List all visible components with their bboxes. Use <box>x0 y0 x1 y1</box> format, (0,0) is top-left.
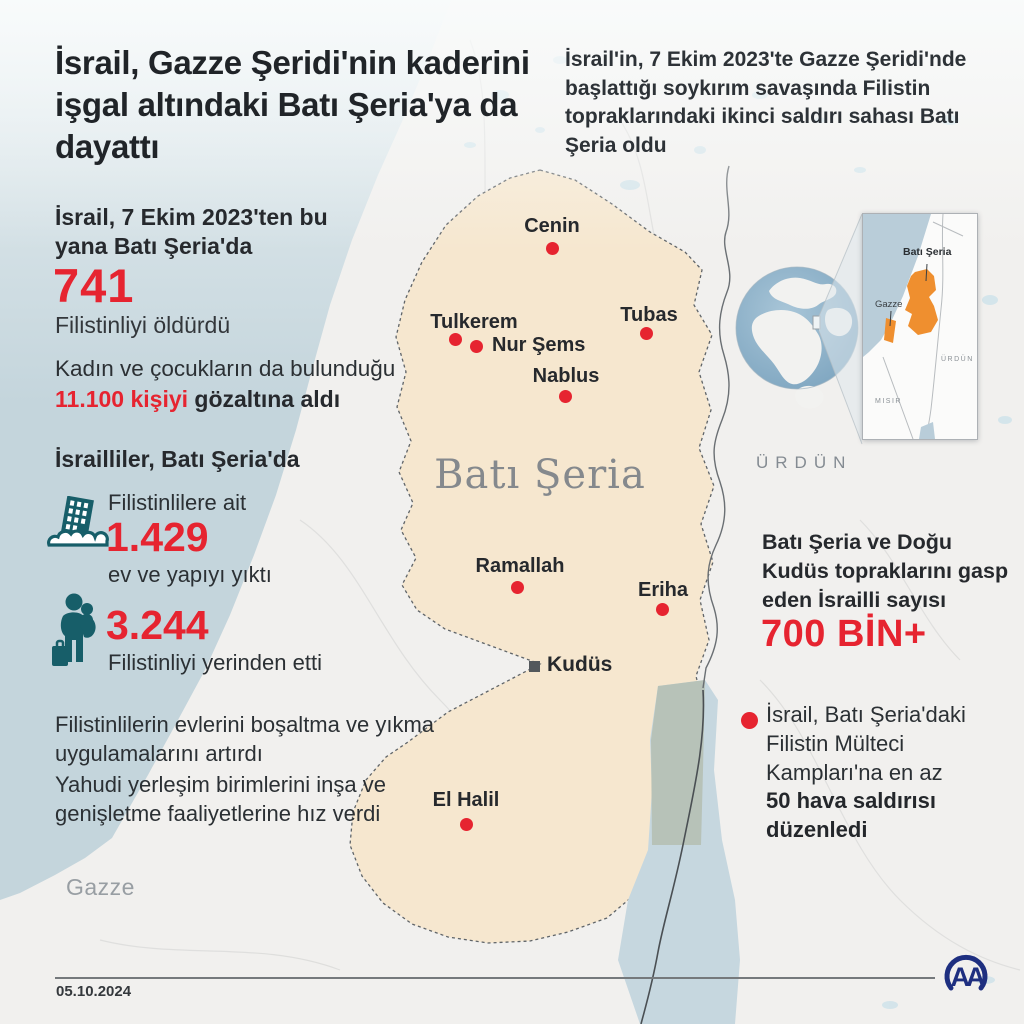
city-dot-nursems <box>470 340 483 353</box>
airstrikes-bold: 50 hava saldırısı düzenledi <box>766 788 936 843</box>
airstrikes-text <box>766 701 966 845</box>
city-label-tubas: Tubas <box>620 304 678 326</box>
city-label-tulkerem: Tulkerem <box>430 311 518 333</box>
inset-westbank-label: Batı Şeria <box>903 246 952 258</box>
stat-demolished-label: ev ve yapıyı yıktı <box>108 562 272 587</box>
displaced-person-icon <box>50 592 110 668</box>
city-square-kudus <box>529 661 540 672</box>
inset-gaza-label: Gazze <box>875 299 903 310</box>
city-label-kudus: Kudüs <box>547 653 613 676</box>
footer-rule <box>55 977 935 979</box>
demolished-building-icon <box>47 496 111 548</box>
stat-detained-suffix: gözaltına aldı <box>194 386 341 412</box>
inset-jordan-label: ÜRDÜN <box>941 356 974 363</box>
settlers-number: 700 BİN+ <box>761 613 927 655</box>
note-evictions: Filistinlilerin evlerini boşaltma ve yıkma uygulamalarını artırdı <box>55 712 435 767</box>
intro-paragraph: İsrail'in, 7 Ekim 2023'te Gazze Şeridi'nde başlattığı soykırım savaşında Filistin topraklarındaki ikinci saldırı sahası Batı Şeria oldu <box>565 48 967 157</box>
city-dot-ramallah <box>511 581 524 594</box>
stat-detained-line <box>55 386 340 413</box>
page-title: İsrail, Gazze Şeridi'nin kaderini işgal altındaki Batı Şeria'ya da dayattı <box>55 44 530 166</box>
city-dot-tubas <box>640 327 653 340</box>
city-label-cenin: Cenin <box>524 215 580 237</box>
city-label-nursems: Nur Şems <box>492 334 586 356</box>
city-dot-elhalil <box>460 818 473 831</box>
globe-region-marker <box>813 316 820 329</box>
stat-displaced-number: 3.244 <box>106 602 209 648</box>
stat-demolished-prefix: Filistinlilere ait <box>108 490 247 515</box>
date-label: 05.10.2024 <box>56 983 132 1000</box>
israelis-header: İsrailliler, Batı Şeria'da <box>55 446 300 472</box>
city-label-elhalil: El Halil <box>432 789 500 811</box>
city-label-nablus: Nablus <box>532 365 600 387</box>
bullet-dot <box>741 712 758 729</box>
stat-period-label: İsrail, 7 Ekim 2023'ten bu yana Batı Şeria'da <box>55 204 328 259</box>
city-dot-cenin <box>546 242 559 255</box>
city-dot-tulkerem <box>449 333 462 346</box>
stat-displaced-label: Filistinliyi yerinden etti <box>108 650 322 675</box>
stat-killed-number: 741 <box>53 259 135 312</box>
stat-killed-label: Filistinliyi öldürdü <box>55 312 231 338</box>
aa-agency-logo <box>941 950 991 1000</box>
stat-detained-number: 11.100 kişiyi <box>55 386 195 412</box>
west-bank-map-label: Batı Şeria <box>434 452 646 498</box>
inset-egypt-label: MISIR <box>875 398 902 405</box>
svg-text:AA: AA <box>950 962 982 992</box>
city-dot-eriha <box>656 603 669 616</box>
city-label-ramallah: Ramallah <box>475 555 565 577</box>
city-label-eriha: Eriha <box>637 579 689 601</box>
city-dot-nablus <box>559 390 572 403</box>
inset-locator-card <box>862 213 978 440</box>
stat-detained-prefix: Kadın ve çocukların da bulunduğu <box>55 356 396 381</box>
jordan-map-label: ÜRDÜN <box>756 453 853 472</box>
gaza-map-label: Gazze <box>66 874 135 900</box>
dead-sea-westbank-part <box>651 680 705 845</box>
note-settlements: Yahudi yerleşim birimlerini inşa ve genişletme faaliyetlerine hız verdi <box>55 772 386 827</box>
stat-demolished-number: 1.429 <box>106 514 209 560</box>
airstrikes-regular: İsrail, Batı Şeria'daki Filistin Mülteci Kampları'na en az <box>766 702 966 785</box>
settlers-text: Batı Şeria ve Doğu Kudüs topraklarını gasp eden İsrailli sayısı <box>762 530 1009 613</box>
